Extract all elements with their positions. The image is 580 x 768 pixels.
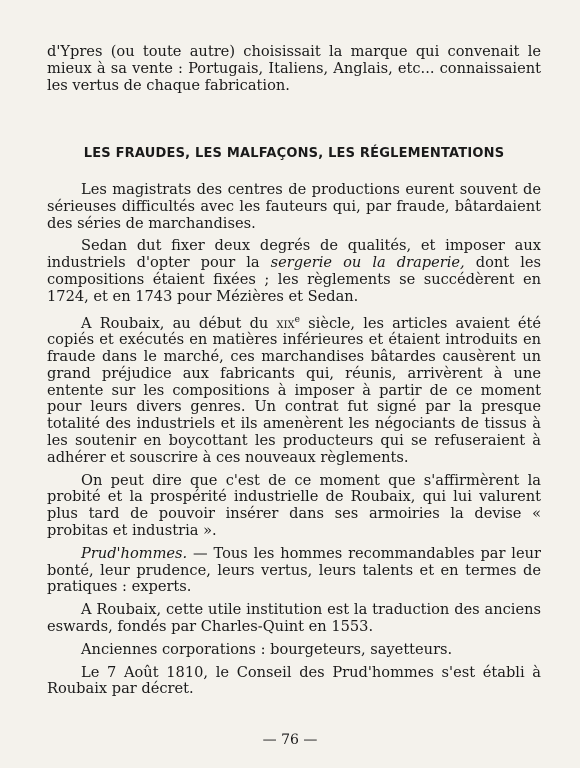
paragraph-roubaix-fraude bbox=[47, 312, 541, 467]
roubaix-text-end: siècle, les articles avaient été copiés et exécutés en matières inférieures et étaient introduits en fraude dans le marché, ces marchandises bâtardes causèrent un grand préjudice aux fabricants qui, réunis, arrivèrent à une entente sur les compositions à imposer à partir de ce moment pour leurs divers genres. Un contrat fut signé par la presque totalité des industriels et ils amenèrent les négociants de tissus à les soutenir en boycottant les producteurs qui se refuseraient à adhérer et souscrire à ces nouveaux règlements. bbox=[47, 314, 541, 466]
sedan-text-end: dont les compositions étaient fixées ; les règlements se succédèrent en 1724, et en 1743 pour Mézières et Sedan. bbox=[47, 254, 541, 305]
roubaix-text-start: A Roubaix, au début du bbox=[81, 314, 277, 332]
prudhommes-definition: — Tous les hommes recommandables par leur bonté, leur prudence, leurs vertus, leurs talents et en termes de pratiques : experts. bbox=[47, 544, 541, 596]
century-numeral: xix bbox=[276, 314, 295, 332]
paragraph-conseil: Le 7 Août 1810, le Conseil des Prud'hommes s'est établi à Roubaix par décret. bbox=[47, 663, 541, 698]
paragraph-sedan bbox=[47, 238, 541, 305]
paragraph-probite: On peut dire que c'est de ce moment que s'affirmèrent la probité et la prospérité industrielle de Roubaix, qui lui valurent plus tard de pouvoir insérer dans ses armoiries la devise « probitas et industria ». bbox=[47, 471, 541, 539]
paragraph-corporations: Anciennes corporations : bourgeteurs, sayetteurs. bbox=[81, 640, 453, 658]
paragraph-eswards: A Roubaix, cette utile institution est la traduction des anciens eswards, fondés par Charles-Quint en 1553. bbox=[47, 601, 541, 635]
prudhommes-term: Prud'hommes. bbox=[81, 544, 188, 562]
page-number: — 76 — bbox=[262, 732, 318, 748]
intro-paragraph: d'Ypres (ou toute autre) choisissait la marque qui convenait le mieux à sa vente : Portugais, Italiens, Anglais, etc... connaissaient les vertus de chaque fabrication. bbox=[47, 43, 541, 94]
intro-paragraph-block bbox=[47, 44, 541, 94]
section-heading: LES FRAUDES, LES MALFAÇONS, LES RÉGLEMENTATIONS bbox=[83, 146, 505, 161]
sedan-text-start: Sedan dut fixer deux degrés de qualités, et imposer aux industriels d'opter pour la bbox=[47, 237, 541, 272]
sedan-italic-phrase: sergerie ou la draperie, bbox=[270, 254, 465, 272]
paragraph-prudhommes bbox=[47, 546, 541, 596]
paragraph-magistrats: Les magistrats des centres de productions eurent souvent de sérieuses difficultés avec les fauteurs qui, par fraude, bâtardaient des séries de marchandises. bbox=[47, 181, 541, 232]
body-text bbox=[47, 182, 541, 698]
century-superscript: e bbox=[294, 314, 300, 325]
